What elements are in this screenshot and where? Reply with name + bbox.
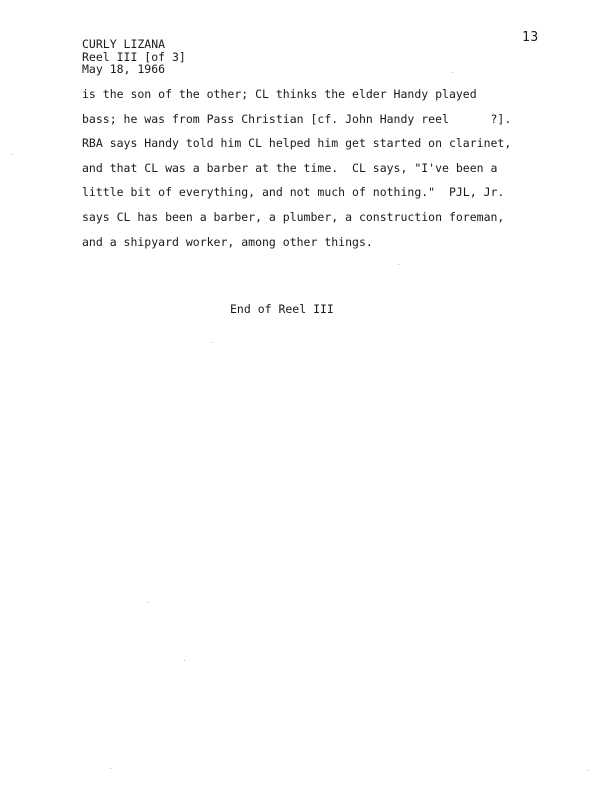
transcript-line: and a shipyard worker, among other things. — [82, 234, 373, 249]
interviewee-name: CURLY LIZANA — [82, 37, 166, 51]
scan-speck — [212, 342, 213, 343]
scan-speck — [588, 770, 589, 771]
transcript-line: little bit of everything, and not much of nothing." PJL, Jr. — [82, 185, 505, 200]
end-of-reel-note: End of Reel III — [230, 302, 334, 316]
transcript-line: is the son of the other; CL thinks the elder Handy played — [82, 87, 477, 101]
transcript-line: bass; he was from Pass Christian [cf. John Handy reel ?]. — [82, 111, 512, 126]
transcript-line: says CL has been a barber, a plumber, a construction foreman, — [82, 209, 505, 224]
reel-label: Reel III [of 3] — [82, 49, 186, 64]
scan-speck — [148, 602, 149, 603]
document-header — [82, 38, 186, 76]
scan-speck — [12, 154, 13, 155]
scan-speck — [110, 768, 111, 769]
scan-speck — [452, 72, 453, 73]
page-number: 13 — [522, 30, 539, 45]
scan-speck — [184, 660, 185, 661]
interview-date: May 18, 1966 — [82, 62, 166, 77]
transcript-line: and that CL was a barber at the time. CL says, "I've been a — [82, 160, 498, 175]
scan-speck — [398, 264, 399, 265]
transcript-line: RBA says Handy told him CL helped him get started on clarinet, — [82, 136, 512, 151]
transcript-body — [82, 87, 532, 259]
